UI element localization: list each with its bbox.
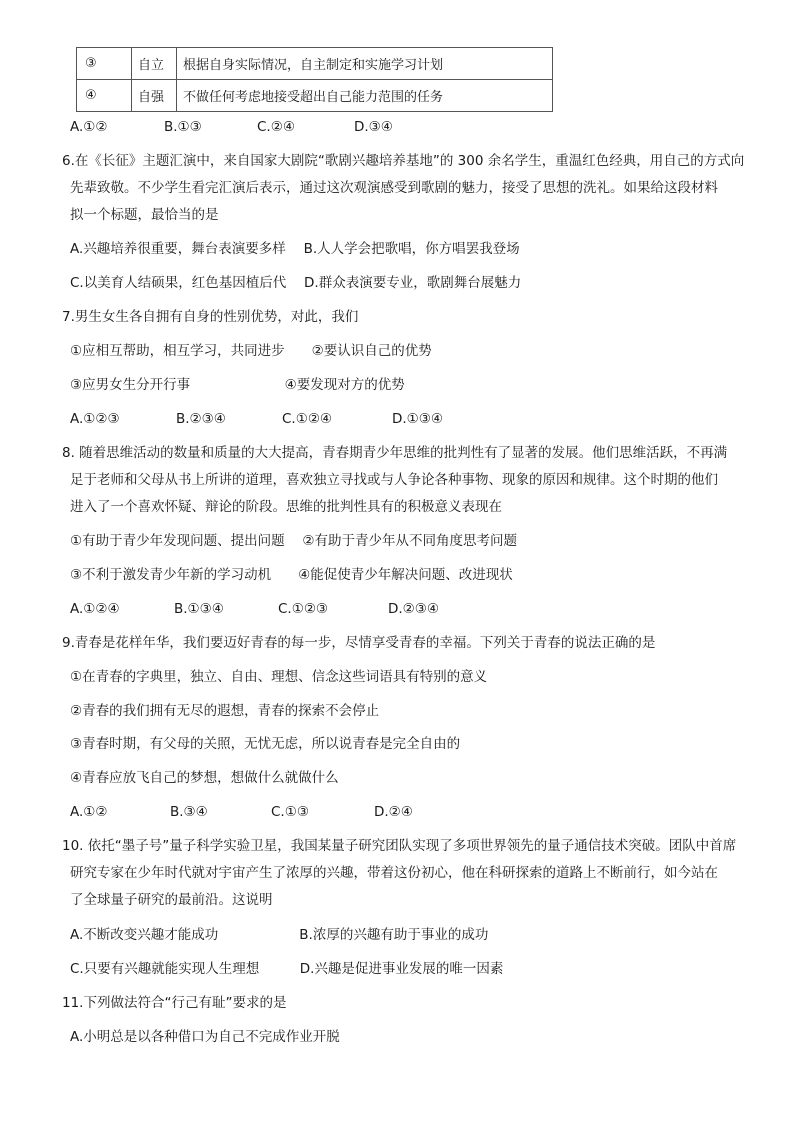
choice-b: B.③④ [170, 804, 208, 820]
table-cell-term: 自强 [132, 80, 177, 112]
q6-stem-line: 6.在《长征》主题汇演中，来自国家大剧院“歌剧兴趣培养基地”的 300 余名学生，重温红色经典，用自己的方式向 [62, 153, 745, 169]
q6-stem-line: 拟一个标题，最恰当的是 [70, 207, 219, 223]
table-cell-number: ③ [77, 48, 132, 80]
q8-choices [70, 599, 439, 619]
q10-option-line: A.不断改变兴趣才能成功 B.浓厚的兴趣有助于事业的成功 [70, 927, 489, 943]
q9-statement-line: ②青春的我们拥有无尽的遐想，青春的探索不会停止 [70, 703, 380, 719]
q8-stem-line: 8. 随着思维活动的数量和质量的大大提高，青春期青少年思维的批判性有了显著的发展。他们思维活跃，不再满 [62, 445, 728, 461]
choice-a: A.①② [70, 119, 108, 135]
q10-stem-line: 10. 依托“墨子号”量子科学实验卫星，我国某量子研究团队实现了多项世界领先的量子通信技术突破。团队中首席 [62, 838, 737, 854]
q8-statement-line: ③不利于激发青少年新的学习动机 ④能促使青少年解决问题、改进现状 [70, 567, 513, 583]
q10-option-line: C.只要有兴趣就能实现人生理想 D.兴趣是促进事业发展的唯一因素 [70, 961, 504, 977]
q9-stem: 9.青春是花样年华，我们要迈好青春的每一步，尽情享受青春的幸福。下列关于青春的说法正确的是 [62, 635, 656, 651]
q9-statement-line: ③青春时期，有父母的关照，无忧无虑，所以说青春是完全自由的 [70, 736, 461, 752]
q10-stem-line: 研究专家在少年时代就对宇宙产生了浓厚的兴趣，带着这份初心，他在科研探索的道路上不断前行，如今站在 [70, 865, 718, 881]
choice-c: C.①②③ [278, 601, 329, 617]
q6-option-line: A.兴趣培养很重要，舞台表演要多样 B.人人学会把歌唱，你方唱罢我登场 [70, 241, 520, 257]
choice-c: C.①③ [271, 804, 309, 820]
q7-stem: 7.男生女生各自拥有自身的性别优势，对此，我们 [62, 309, 359, 325]
q7-choices [70, 409, 443, 429]
q6-option-line: C.以美育人结硕果，红色基因植后代 D.群众表演要专业，歌剧舞台展魅力 [70, 275, 522, 291]
choice-d: D.③④ [354, 119, 393, 135]
choice-b: B.①③④ [174, 601, 224, 617]
q7-statement-line: ①应相互帮助，相互学习，共同进步 ②要认识自己的优势 [70, 343, 432, 359]
q11-stem: 11.下列做法符合“行己有耻”要求的是 [62, 995, 287, 1011]
table-cell-description: 不做任何考虑地接受超出自己能力范围的任务 [177, 80, 553, 112]
choice-a: A.①②④ [70, 601, 120, 617]
table-row [77, 48, 553, 80]
q8-statement-line: ①有助于青少年发现问题、提出问题 ②有助于青少年从不同角度思考问题 [70, 533, 517, 549]
q11-option-a: A.小明总是以各种借口为自己不完成作业开脱 [70, 1029, 340, 1045]
choice-a: A.①② [70, 804, 108, 820]
q10-stem-line: 了全球量子研究的最前沿。这说明 [70, 892, 273, 908]
choice-a: A.①②③ [70, 411, 120, 427]
options-table [76, 47, 553, 112]
choice-c: C.②④ [257, 119, 295, 135]
table-cell-number: ④ [77, 80, 132, 112]
table-cell-term: 自立 [132, 48, 177, 80]
choice-d: D.②④ [374, 804, 413, 820]
q8-stem-line: 足于老师和父母从书上所讲的道理，喜欢独立寻找或与人争论各种事物、现象的原因和规律。这个时期的他们 [70, 472, 718, 488]
table-row [77, 80, 553, 112]
q9-choices [70, 802, 413, 822]
q8-stem-line: 进入了一个喜欢怀疑、辩论的阶段。思维的批判性具有的积极意义表现在 [70, 499, 502, 515]
choice-d: D.①③④ [392, 411, 443, 427]
choice-d: D.②③④ [388, 601, 439, 617]
q6-stem-line: 先辈致敬。不少学生看完汇演后表示，通过这次观演感受到歌剧的魅力，接受了思想的洗礼。如果给这段材料 [70, 180, 718, 196]
choice-b: B.②③④ [176, 411, 226, 427]
q9-statement-line: ①在青春的字典里，独立、自由、理想、信念这些词语具有特别的意义 [70, 669, 488, 685]
table-cell-description: 根据自身实际情况，自主制定和实施学习计划 [177, 48, 553, 80]
q9-statement-line: ④青春应放飞自己的梦想，想做什么就做什么 [70, 770, 339, 786]
q7-statement-line: ③应男女生分开行事 ④要发现对方的优势 [70, 377, 405, 393]
choice-b: B.①③ [164, 119, 202, 135]
q5-choices [70, 117, 393, 137]
choice-c: C.①②④ [282, 411, 333, 427]
